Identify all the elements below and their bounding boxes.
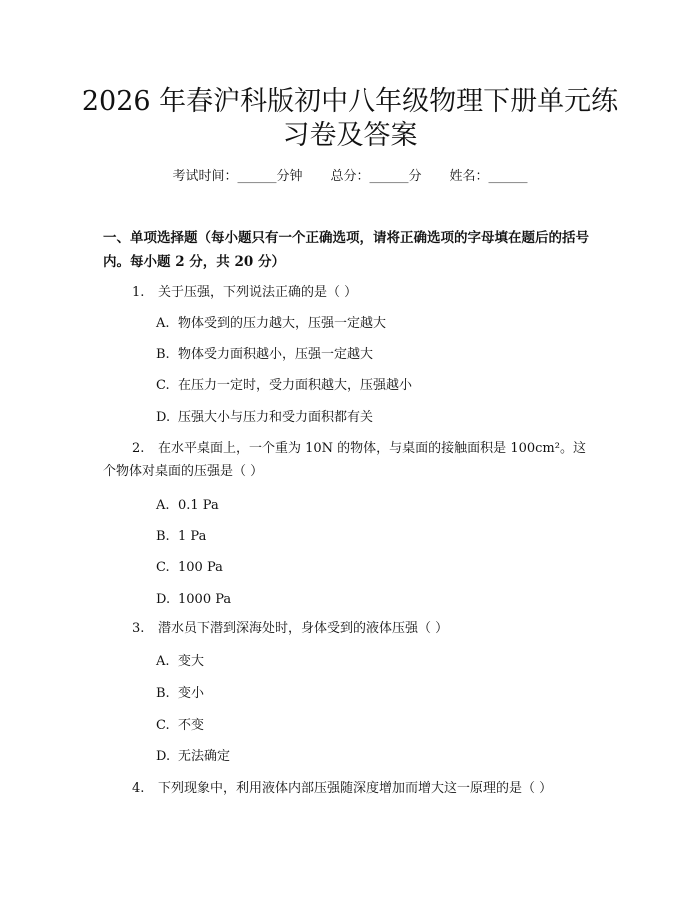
option-text: 压强大小与压力和受力面积都有关: [178, 410, 374, 425]
document-title-line-1: 2026 年春沪科版初中八年级物理下册单元练: [81, 86, 619, 117]
option-text: 变小: [178, 686, 205, 701]
document-title-line-2: 习卷及答案: [282, 120, 418, 151]
option-letter: A.: [156, 316, 170, 331]
question-1-option-d: [156, 409, 373, 427]
question-text: 关于压强，下列说法正确的是（ ）: [158, 285, 358, 300]
question-3-option-c: [156, 717, 204, 735]
option-letter: D.: [156, 749, 171, 764]
question-3-option-b: [156, 685, 204, 703]
option-text: 无法确定: [178, 749, 231, 764]
option-letter: A.: [156, 498, 170, 513]
option-text: 100 Pa: [178, 560, 223, 575]
exam-meta: [0, 168, 700, 186]
option-letter: C.: [156, 378, 170, 393]
question-4: [132, 780, 552, 798]
question-1-option-a: [156, 315, 386, 333]
option-text: 1 Pa: [178, 529, 207, 544]
question-3-option-d: [156, 748, 230, 766]
question-2-continuation: 个物体对桌面的压强是（ ）: [103, 464, 264, 479]
question-1-option-b: [156, 346, 373, 364]
option-text: 物体受到的压力越大，压强一定越大: [178, 316, 387, 331]
exam-score-field: 总分：______分: [330, 169, 422, 184]
question-2-option-c: [156, 559, 223, 577]
option-text: 0.1 Pa: [178, 498, 219, 513]
question-number: 2.: [132, 441, 145, 456]
question-number: 1.: [132, 285, 145, 300]
option-text: 变大: [178, 654, 205, 669]
question-1: [132, 284, 357, 302]
student-name-field: 姓名：______: [449, 169, 528, 184]
question-2-option-a: [156, 497, 219, 515]
option-text: 在压力一定时，受力面积越大，压强越小: [178, 378, 413, 393]
option-text: 1000 Pa: [178, 592, 232, 607]
option-letter: D.: [156, 592, 171, 607]
option-text: 物体受力面积越小，压强一定越大: [178, 347, 374, 362]
question-text-line-1: 在水平桌面上，一个重为 10N 的物体，与桌面的接触面积是 100cm²。这: [158, 441, 586, 456]
question-2: [132, 440, 586, 458]
question-2-option-b: [156, 528, 206, 546]
question-number: 3.: [132, 621, 145, 636]
question-text: 潜水员下潜到深海处时，身体受到的液体压强（ ）: [158, 621, 449, 636]
option-letter: D.: [156, 410, 171, 425]
question-text: 下列现象中，利用液体内部压强随深度增加而增大这一原理的是（ ）: [158, 781, 553, 796]
option-letter: B.: [156, 347, 170, 362]
option-letter: A.: [156, 654, 170, 669]
question-number: 4.: [132, 781, 145, 796]
section-heading-single-choice: 一、单项选择题（每小题只有一个正确选项，请将正确选项的字母填在题后的括号内。每小题 2 分，共 20 分）: [103, 230, 589, 270]
exam-time-field: 考试时间：______分钟: [172, 169, 303, 184]
option-letter: B.: [156, 529, 170, 544]
question-2-option-d: [156, 591, 231, 609]
question-1-option-c: [156, 377, 412, 395]
question-3: [132, 620, 448, 638]
question-3-option-a: [156, 653, 204, 671]
option-text: 不变: [178, 718, 205, 733]
option-letter: C.: [156, 560, 170, 575]
option-letter: B.: [156, 686, 170, 701]
option-letter: C.: [156, 718, 170, 733]
